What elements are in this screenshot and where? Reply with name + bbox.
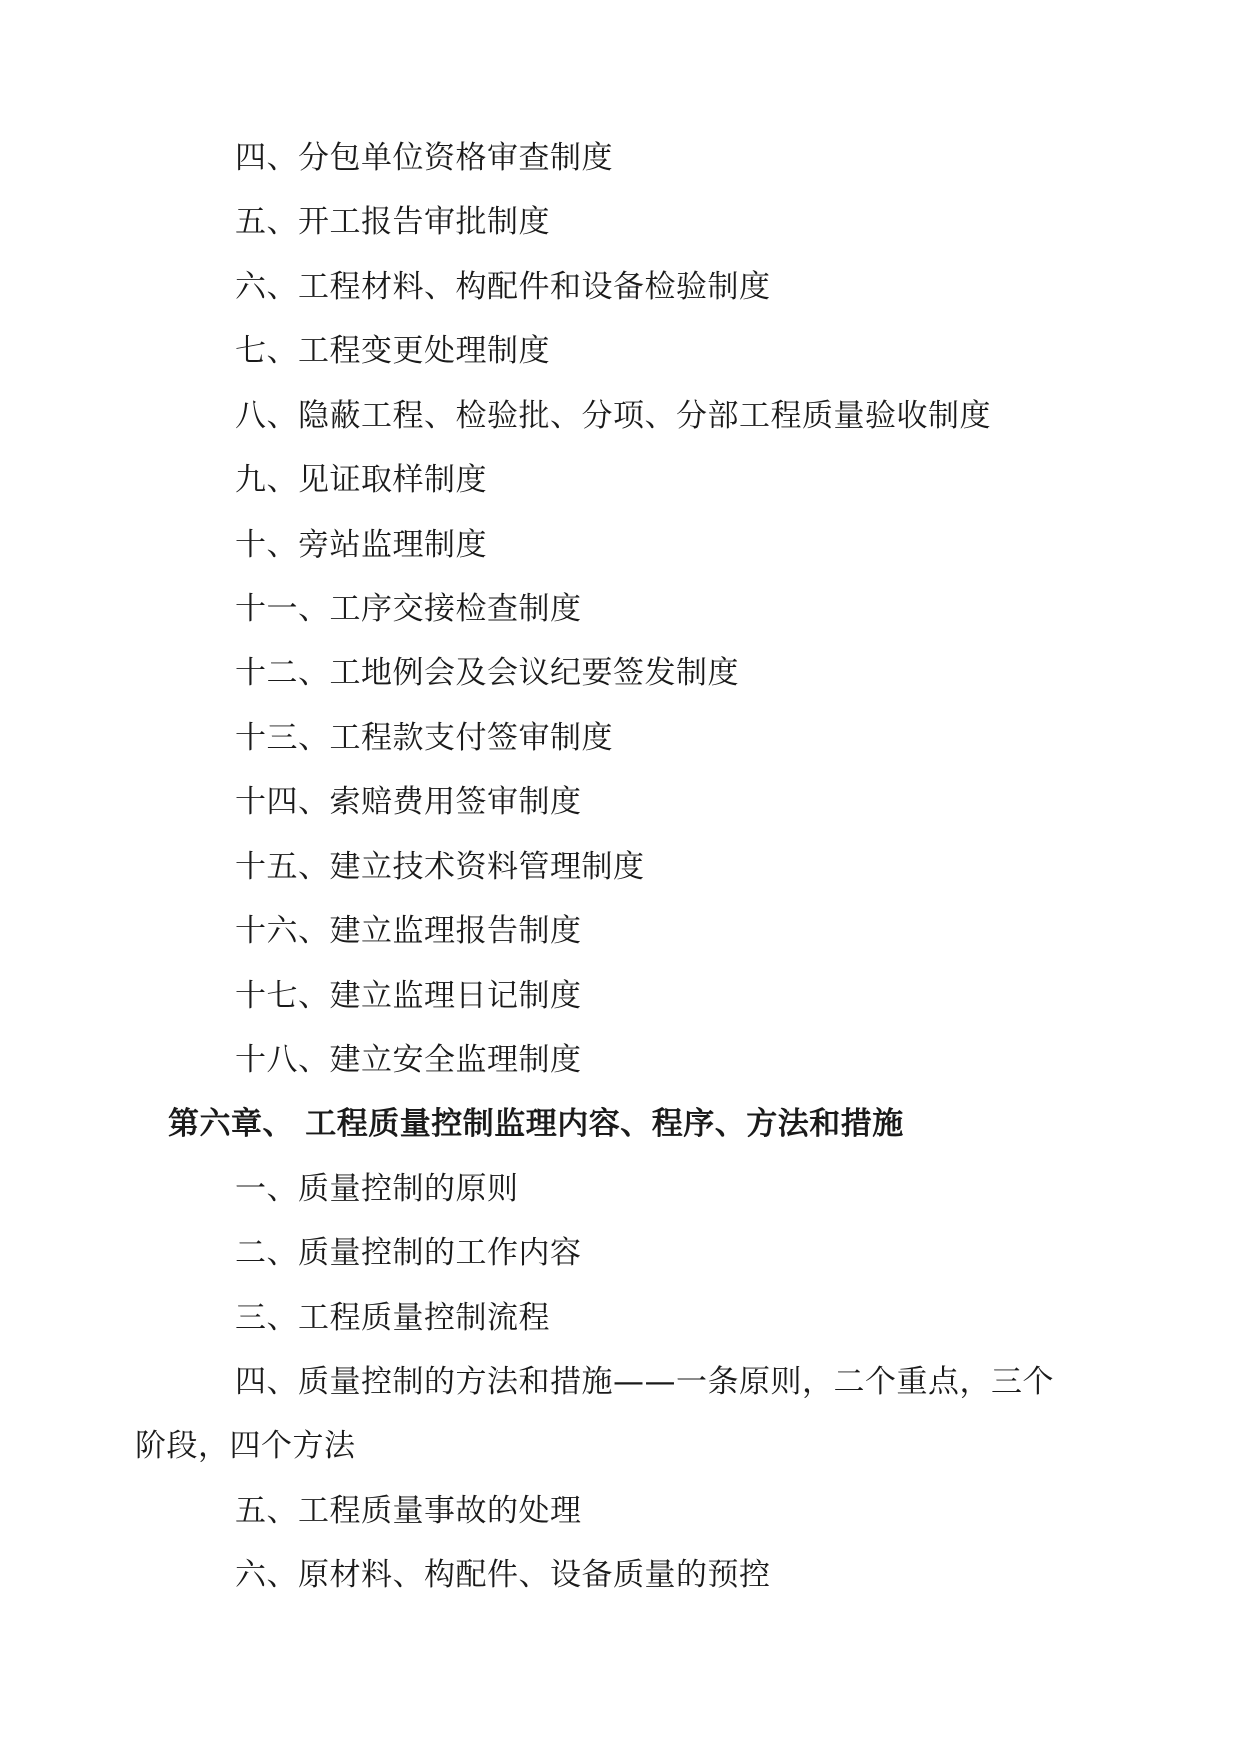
list-item: 四、分包单位资格审查制度 (235, 140, 613, 176)
list-item: 五、开工报告审批制度 (235, 204, 550, 240)
list-item: 二、质量控制的工作内容 (235, 1235, 582, 1271)
list-item: 十二、工地例会及会议纪要签发制度 (235, 655, 739, 691)
list-item: 一、质量控制的原则 (235, 1171, 519, 1207)
list-item: 十三、工程款支付签审制度 (235, 720, 613, 756)
list-item: 五、工程质量事故的处理 (235, 1493, 582, 1529)
list-item: 十六、建立监理报告制度 (235, 913, 582, 949)
list-item: 七、工程变更处理制度 (235, 333, 550, 369)
list-item: 十四、索赔费用签审制度 (235, 784, 582, 820)
list-item: 十八、建立安全监理制度 (235, 1042, 582, 1078)
list-item: 十、旁站监理制度 (235, 527, 487, 563)
list-item: 三、工程质量控制流程 (235, 1300, 550, 1336)
list-item: 八、隐蔽工程、检验批、分项、分部工程质量验收制度 (235, 398, 991, 434)
list-item: 十一、工序交接检查制度 (235, 591, 582, 627)
list-item: 六、原材料、构配件、设备质量的预控 (235, 1557, 771, 1593)
list-item: 九、见证取样制度 (235, 462, 487, 498)
list-item: 四、质量控制的方法和措施——一条原则，二个重点，三个 (235, 1364, 1054, 1400)
list-item: 六、工程材料、构配件和设备检验制度 (235, 269, 771, 305)
list-item: 十五、建立技术资料管理制度 (235, 849, 645, 885)
list-item: 十七、建立监理日记制度 (235, 978, 582, 1014)
chapter-heading: 第六章、 工程质量控制监理内容、程序、方法和措施 (168, 1106, 904, 1142)
list-item-continuation: 阶段，四个方法 (135, 1428, 356, 1464)
